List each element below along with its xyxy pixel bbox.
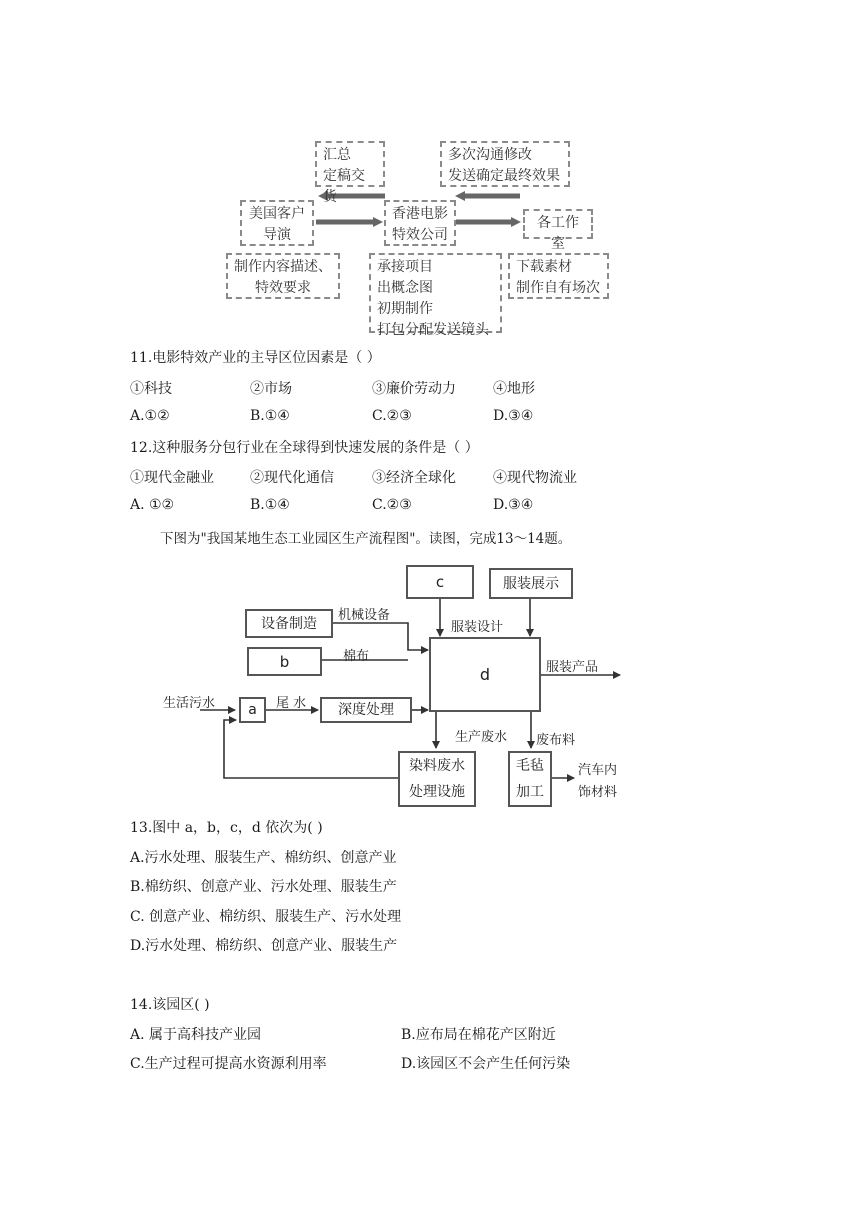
box-studio-task: 下载素材 制作自有场次 — [508, 253, 609, 299]
q12-option-b[interactable]: B.①④ — [250, 497, 290, 513]
q11-stem: 11.电影特效产业的主导区位因素是（ ） — [130, 350, 381, 366]
q11-item-3: ③廉价劳动力 — [372, 381, 456, 397]
box-feedback: 多次沟通修改 发送确定最终效果 — [440, 141, 570, 187]
q13-option-a[interactable]: A.污水处理、服装生产、棉纺织、创意产业 — [130, 850, 397, 866]
q13-option-d[interactable]: D.污水处理、棉纺织、创意产业、服装生产 — [130, 938, 398, 954]
box-client-task: 制作内容描述、 特效要求 — [226, 253, 340, 299]
q14-option-c[interactable]: C.生产过程可提高水资源利用率 — [130, 1056, 327, 1072]
label-waste-cloth: 废布料 — [536, 733, 576, 748]
box-dye-wastewater: 染料废水 处理设施 — [398, 751, 476, 807]
q11-option-b[interactable]: B.①④ — [250, 408, 290, 424]
box-b: b — [247, 647, 322, 676]
q13-stem: 13.图中 a，b，c，d 依次为( ) — [130, 820, 323, 836]
box-summary: 汇总 定稿交货 — [315, 141, 385, 187]
box-client: 美国客户 导演 — [240, 200, 314, 246]
q11-item-1: ①科技 — [130, 381, 172, 397]
q12-stem: 12.这种服务分包行业在全球得到快速发展的条件是（ ） — [130, 440, 479, 456]
box-felt: 毛毡 加工 — [508, 751, 552, 807]
q12-option-c[interactable]: C.②③ — [372, 497, 412, 513]
q14-stem: 14.该园区( ) — [130, 997, 210, 1013]
q12-option-a[interactable]: A. ①② — [130, 497, 175, 513]
label-cotton-cloth: 棉布 — [343, 649, 370, 664]
box-fashion-show: 服装展示 — [489, 568, 573, 599]
label-tail-water: 尾 水 — [276, 696, 307, 711]
q12-item-2: ②现代化通信 — [250, 470, 334, 486]
q11-option-d[interactable]: D.③④ — [493, 408, 534, 424]
box-a: a — [239, 697, 266, 723]
label-machinery: 机械设备 — [338, 608, 391, 623]
q11-item-4: ④地形 — [493, 381, 535, 397]
q14-option-a[interactable]: A. 属于高科技产业园 — [130, 1027, 262, 1043]
box-deep-treatment: 深度处理 — [320, 697, 412, 723]
q11-option-c[interactable]: C.②③ — [372, 408, 412, 424]
q12-item-3: ③经济全球化 — [372, 470, 456, 486]
box-equipment: 设备制造 — [245, 609, 333, 638]
box-c: c — [406, 565, 474, 599]
box-d: d — [429, 637, 541, 712]
q12-item-1: ①现代金融业 — [130, 470, 214, 486]
q12-item-4: ④现代物流业 — [493, 470, 577, 486]
q11-option-a[interactable]: A.①② — [130, 408, 170, 424]
q11-item-2: ②市场 — [250, 381, 292, 397]
box-hk-company: 香港电影 特效公司 — [384, 200, 456, 246]
box-studios: 各工作室 — [523, 209, 593, 239]
box-hk-task: 承接项目 出概念图 初期制作 打包分配发送镜头 — [369, 253, 502, 333]
q13-option-c[interactable]: C. 创意产业、棉纺织、服装生产、污水处理 — [130, 909, 402, 925]
q13-option-b[interactable]: B.棉纺织、创意产业、污水处理、服装生产 — [130, 879, 397, 895]
q14-option-b[interactable]: B.应布局在棉花产区附近 — [401, 1027, 556, 1043]
intro-text: 下图为"我国某地生态工业园区生产流程图"。读图，完成13～14题。 — [160, 531, 572, 547]
label-design: 服装设计 — [451, 620, 504, 635]
label-product: 服装产品 — [546, 660, 599, 675]
arrow-dye-loop — [224, 720, 398, 778]
q14-option-d[interactable]: D.该园区不会产生任何污染 — [401, 1056, 571, 1072]
q12-option-d[interactable]: D.③④ — [493, 497, 534, 513]
label-car-interior: 汽车内 饰材料 — [578, 763, 618, 800]
label-sewage: 生活污水 — [163, 696, 216, 711]
label-production-wastewater: 生产废水 — [455, 730, 508, 745]
